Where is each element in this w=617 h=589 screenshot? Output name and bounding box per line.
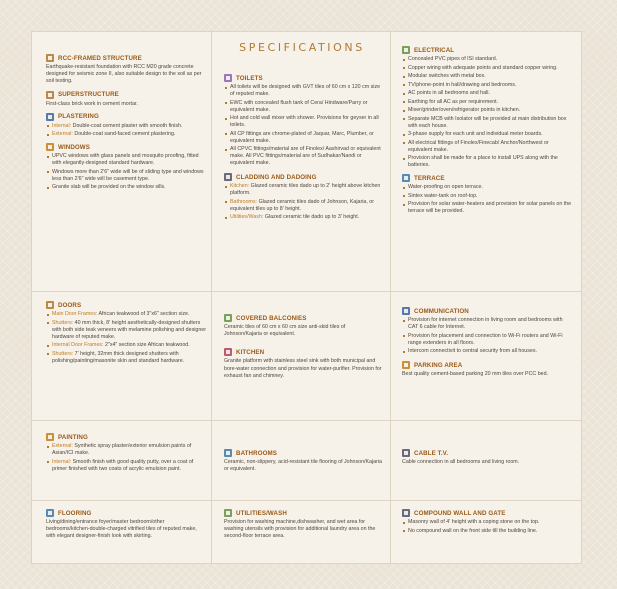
trowel-icon [46, 113, 54, 121]
item-text: 7' height, 32mm thick designed shutters with polishing/painting/masonite skin and standard hardware. [52, 350, 185, 364]
bullet-list [224, 84, 384, 167]
section-heading [402, 46, 574, 54]
item-text: Windows more than 2'6" wide will be of sliding type and windows less than 2'6" wide will be casement type. [52, 168, 204, 182]
list-item [402, 348, 574, 355]
item-text: 40 mm thick, 8' height aesthetically-designed shutters with both side teak veneers with melamine polishing and designer hardware of reputed make. [52, 319, 206, 340]
section-text: First-class brick work in cement mortar. [46, 100, 138, 107]
list-item [46, 123, 206, 130]
list-item [402, 131, 574, 138]
section-heading-text: TOILETS [236, 74, 263, 82]
section-heading-text: SUPERSTRUCTURE [58, 91, 119, 99]
bullet-list [46, 153, 206, 191]
section-bathrooms [224, 449, 384, 499]
section-heading [46, 433, 206, 441]
section-heading [402, 361, 574, 369]
section-heading [224, 509, 384, 517]
item-text: Separate MCB with Isolator will be provided at main distribution box with each house. [408, 115, 567, 129]
item-text: AC points in all bedrooms and hall. [408, 90, 490, 96]
section-heading-text: WINDOWS [58, 143, 90, 151]
bullet-list [402, 317, 574, 355]
list-item [402, 317, 574, 331]
tv-icon [402, 449, 410, 457]
bathrooms-section [224, 449, 384, 473]
washing-icon [224, 509, 232, 517]
item-label: Shutters: [52, 350, 74, 357]
electrical-section [402, 46, 574, 169]
section-heading [46, 301, 206, 309]
item-text: Provision shall be made for a place to install UPS along with the batteries. [408, 155, 558, 168]
section-painting [46, 433, 206, 499]
section-heading [46, 509, 206, 517]
section-heading [224, 348, 384, 356]
item-text: All CP fittings are chrome-plated of Jaquar, Marc, Plumber, or equivalent make. [230, 130, 374, 144]
section-heading [402, 449, 574, 457]
flooring-section [46, 509, 206, 541]
window-icon [46, 143, 54, 151]
row-divider [32, 500, 581, 501]
list-item [402, 519, 574, 526]
item-text: Provision for solar water-heaters and provision for solar panels on the terrace will be provided. [408, 201, 572, 214]
toilet-icon [224, 74, 232, 82]
item-text: African teakwood of 3"x6" section size. [97, 311, 190, 317]
list-item [402, 528, 574, 535]
list-item [402, 99, 574, 106]
list-item [46, 184, 206, 191]
section-compound-wall [402, 509, 574, 563]
column-divider [390, 32, 391, 563]
section-text: Best quality cement-based parking 20 mm tiles over PCC bed. [402, 371, 549, 377]
section-heading-text: PARKING AREA [414, 361, 463, 369]
section-heading [46, 143, 206, 151]
section-heading-text: KITCHEN [236, 348, 265, 356]
section-heading [46, 113, 206, 121]
item-text: Water-proofing on open terrace. [408, 184, 483, 190]
list-item [402, 140, 574, 154]
bathroom-icon [224, 449, 232, 457]
section-text: Earthquake-resistant foundation with RCC M20 grade concrete designed for seismic zone II, also suitable design to the soil as per soil testing. [46, 64, 202, 85]
item-text: Provision for internet connection in living room and bedrooms with CAT 6 cable for Internet. [408, 317, 563, 330]
item-text: Double-coat sand-faced cement plastering. [72, 131, 176, 138]
list-item [402, 193, 574, 200]
wall-icon [46, 91, 54, 99]
parking-area-section [402, 361, 574, 378]
kitchen-icon [224, 348, 232, 356]
section-heading-text: TERRACE [414, 174, 445, 182]
column-divider [211, 32, 212, 563]
bullet-list [402, 56, 574, 169]
page-title: SPECIFICATIONS [239, 41, 365, 54]
plastering-section [46, 113, 206, 139]
item-text: Granite slab will be provided on the window sills. [52, 184, 166, 191]
toilets-section [224, 74, 384, 167]
item-text: All CPVC fittings/material are of Finolex/ Aashirvad or equivalent make. All PVC fittings/material are of Sudhakar/Nandi or equivalent make. [230, 146, 381, 166]
section-heading [224, 74, 384, 82]
list-item [224, 84, 384, 98]
section-text: Cable connection in all bedrooms and living room. [402, 459, 520, 465]
item-text: TV/phone-point in hall/drawing and bedrooms. [408, 81, 517, 88]
door-icon [46, 301, 54, 309]
section-heading-text: PLASTERING [58, 113, 99, 121]
list-item [224, 115, 384, 129]
section-text: Ceramic, non-slippery, acid-resistant tile flooring of Johnson/Kajaria or equivalent. [224, 459, 382, 473]
kitchen-section [224, 348, 384, 380]
item-text: EWC with concealed flush tank of Cera/ Hindware/Parry or equivalent make. [230, 99, 368, 113]
item-text: No compound wall on the front side till the building line. [408, 527, 538, 534]
section-heading-text: DOORS [58, 301, 82, 309]
rcc-framed-structure-section [46, 54, 206, 86]
section-text: Ceramic tiles of 60 cm x 60 cm size anti-skid tiles of Johnson/Kajaria or equivalent. [224, 324, 346, 338]
item-text: Concealed PVC pipes of ISI standard. [408, 56, 498, 62]
list-item [402, 116, 574, 130]
section-cable-tv [402, 449, 574, 499]
section-utilities [224, 509, 384, 563]
flooring-icon [46, 509, 54, 517]
item-label: Main Door Frames: [52, 311, 98, 317]
section-heading [224, 449, 384, 457]
row-divider [32, 420, 581, 421]
doors-section [46, 301, 206, 365]
item-label: Internal Door Frames: [52, 342, 104, 348]
item-text: All toilets will be designed with GVT tiles of 60 cm x 120 cm size of reputed make. [230, 84, 381, 97]
list-item [46, 131, 206, 138]
list-item [402, 201, 574, 215]
item-text: Smooth finish with good quality putty, over a coat of primer finished with two coats of acrylic emulsion paint. [52, 458, 194, 472]
section-text: Granite platform with stainless steel sink with both municipal and bore-water connection and provision for water-purifier. Provision for exhaust fan and chimney. [224, 358, 382, 379]
electrical-icon [402, 46, 410, 54]
item-label: Shutters: [52, 319, 74, 326]
section-heading [224, 173, 384, 181]
list-item [402, 155, 574, 169]
gate-icon [402, 509, 410, 517]
column-electrical [402, 46, 574, 289]
list-item [46, 351, 206, 365]
item-label: External: [52, 443, 73, 449]
list-item [224, 214, 384, 221]
item-text: All electrical fittings of Finolex/Finecab/ Anchor/Northwest or equivalent make. [408, 139, 549, 153]
communication-icon [402, 307, 410, 315]
section-heading [224, 314, 384, 322]
list-item [46, 443, 206, 457]
item-label: Internal: [52, 122, 72, 129]
section-flooring [46, 509, 206, 563]
section-heading-text: CLADDING AND DADOING [236, 173, 317, 181]
section-doors [46, 301, 206, 419]
brick-icon [46, 54, 54, 62]
list-item [402, 184, 574, 191]
section-heading [402, 509, 574, 517]
list-item [46, 459, 206, 473]
compound-wall-and-gate-section [402, 509, 574, 535]
list-item [224, 199, 384, 213]
list-item [402, 56, 574, 63]
item-text: Sintex water-tank on roof-top. [408, 192, 478, 199]
column-structure [46, 54, 206, 289]
balcony-icon [224, 314, 232, 322]
cable-t-v-section [402, 449, 574, 466]
section-heading [402, 307, 574, 315]
item-label: Kitchen: [230, 183, 250, 189]
communication-section [402, 307, 574, 355]
item-text: 3-phase supply for each unit and individual meter boards. [408, 131, 543, 137]
section-heading-text: PAINTING [58, 433, 88, 441]
item-label: Bathrooms: [230, 198, 258, 205]
list-item [224, 100, 384, 114]
item-label: Utilities/Wash: [230, 214, 264, 220]
item-text: Earthing for all AC as per requirement. [408, 98, 499, 105]
item-text: UPVC windows with glass panels and mosquito proofing, fitted with elegantly-designed standard hardware. [52, 153, 199, 167]
item-text: Glazed ceramic tile dado up to 3' height. [263, 214, 360, 220]
item-text: 2"x4" section size African teakwood. [103, 342, 190, 348]
bullet-list [402, 519, 574, 535]
item-text: Glazed ceramic tiles dado of Johnson, Kajaria, or equivalent tiles up to 8' height. [230, 198, 374, 212]
list-item [46, 342, 206, 349]
list-item [402, 90, 574, 97]
section-heading-text: COMMUNICATION [414, 307, 469, 315]
list-item [224, 131, 384, 145]
item-text: Copper wiring with adequate points and standard copper wiring. [408, 64, 558, 71]
covered-balconies-section [224, 314, 384, 338]
list-item [224, 183, 384, 197]
item-text: Hot and cold wall mixer with shower. Provisions for geyser in all toilets. [230, 115, 379, 128]
section-heading [402, 174, 574, 182]
section-heading-text: UTILITIES/WASH [236, 509, 287, 517]
bullet-list [46, 311, 206, 365]
item-label: External: [52, 131, 73, 138]
terrace-section [402, 174, 574, 215]
section-text: Provision for washing machine,dishwasher, and wet area for washing utensils with provision for additional laundry area on the second-floor terrace area. [224, 519, 376, 540]
list-item [402, 107, 574, 114]
section-heading-text: ELECTRICAL [414, 46, 455, 54]
section-heading-text: CABLE T.V. [414, 449, 449, 457]
section-text: Living/dining/entrance foyer/master bedroom/other bedrooms/kitchen-double-charged vitrified tiles of reputed make, with elegant designer-finish look with skirting. [46, 519, 197, 540]
list-item [46, 320, 206, 341]
list-item [402, 333, 574, 347]
cladding-and-dadoing-section [224, 173, 384, 221]
list-item [46, 311, 206, 318]
section-heading-text: COVERED BALCONIES [236, 314, 307, 322]
item-text: Modular switches with metal box. [408, 73, 486, 79]
painting-section [46, 433, 206, 473]
item-text: Glazed ceramic tiles dado up to 2' height above kitchen platform. [230, 183, 381, 196]
item-text: Intercom connectivit to central security from all houses. [408, 348, 537, 354]
section-heading-text: COMPOUND WALL AND GATE [414, 509, 506, 517]
list-item [46, 153, 206, 167]
section-communication-parking [402, 307, 574, 419]
list-item [46, 169, 206, 183]
section-heading-text: FLOORING [58, 509, 92, 517]
list-item [402, 73, 574, 80]
specifications-panel [31, 31, 582, 564]
item-text: Double-coat cement plaster with smooth finish. [71, 122, 183, 129]
section-heading-text: RCC-FRAMED STRUCTURE [58, 54, 142, 62]
section-heading-text: BATHROOMS [236, 449, 277, 457]
section-heading [46, 91, 206, 99]
tiles-icon [224, 173, 232, 181]
item-text: Synthetic spray plaster/exterior emulsion paints of Asian/ICI make. [52, 443, 192, 456]
superstructure-section [46, 91, 206, 108]
list-item [402, 82, 574, 89]
list-item [224, 146, 384, 167]
utilities-wash-section [224, 509, 384, 541]
item-text: Provision for placement and connection to Wi-Fi routers and Wi-Fi range extenders in all floors. [408, 332, 563, 346]
row-divider [32, 291, 581, 292]
column-toilets [224, 74, 384, 289]
bullet-list [402, 184, 574, 215]
bullet-list [46, 123, 206, 139]
list-item [402, 65, 574, 72]
item-text: Mixer/grinder/oven/refrigerator points in kitchen. [408, 107, 521, 113]
item-text: Masonry wall of 4' height with a coping stone on the top. [408, 519, 540, 525]
parking-icon [402, 361, 410, 369]
section-balconies-kitchen [224, 314, 384, 418]
bullet-list [224, 183, 384, 221]
paint-icon [46, 433, 54, 441]
windows-section [46, 143, 206, 191]
terrace-icon [402, 174, 410, 182]
section-heading [46, 54, 206, 62]
bullet-list [46, 443, 206, 473]
item-label: Internal: [52, 458, 72, 465]
